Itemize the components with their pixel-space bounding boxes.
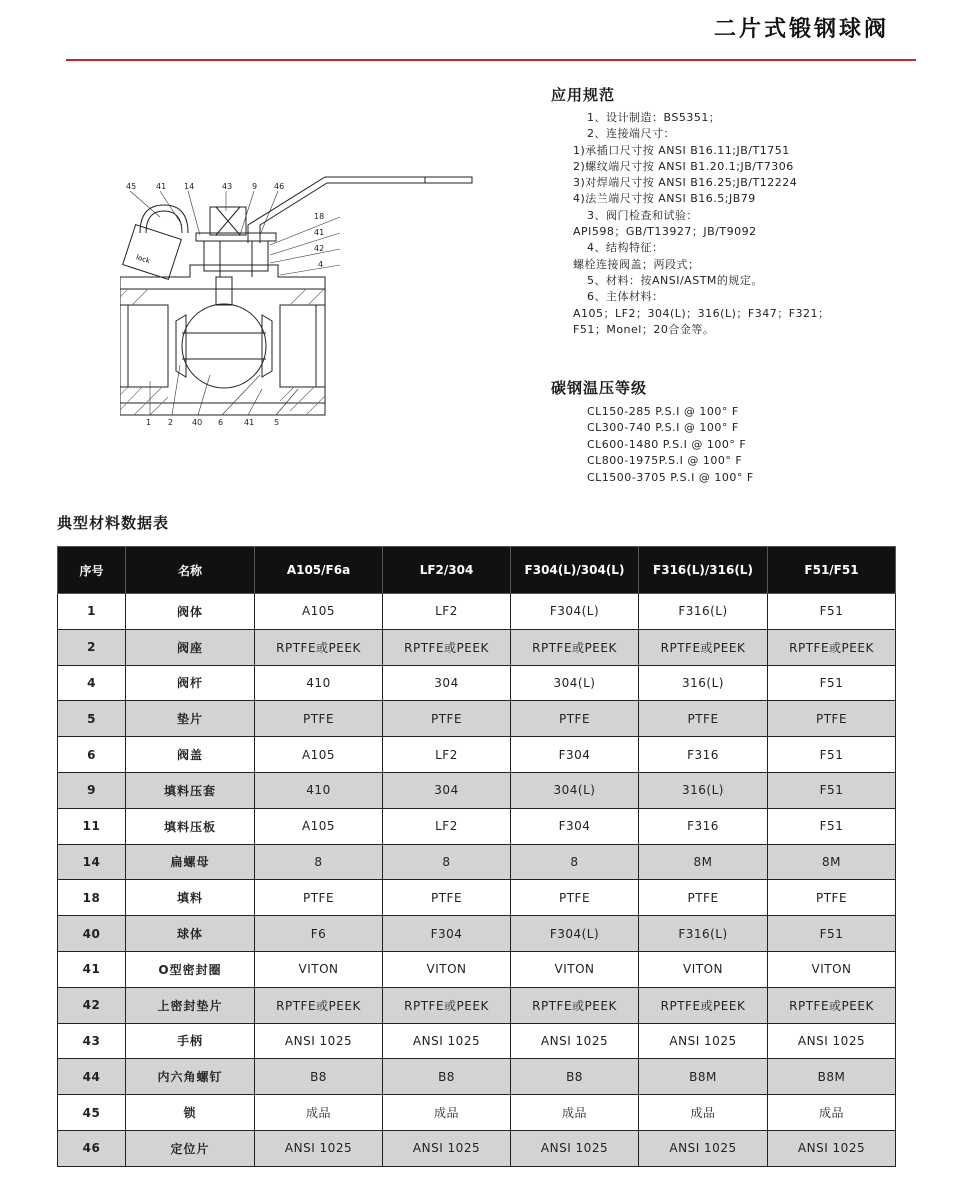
material-cell: VITON bbox=[383, 951, 511, 987]
material-cell: F304 bbox=[383, 916, 511, 952]
material-cell: B8M bbox=[768, 1059, 896, 1095]
material-cell: 8 bbox=[511, 844, 639, 880]
material-cell: 8 bbox=[383, 844, 511, 880]
material-cell: 成品 bbox=[255, 1095, 383, 1131]
callout-5: 5 bbox=[274, 418, 280, 427]
callout-6: 6 bbox=[218, 418, 224, 427]
material-cell: PTFE bbox=[511, 701, 639, 737]
material-table-title: 典型材料数据表 bbox=[57, 514, 170, 532]
table-row bbox=[58, 772, 896, 808]
material-cell: 304(L) bbox=[511, 772, 639, 808]
column-header: LF2/304 bbox=[383, 547, 511, 594]
table-row bbox=[58, 844, 896, 880]
material-cell: 410 bbox=[255, 665, 383, 701]
material-cell: ANSI 1025 bbox=[511, 1130, 639, 1166]
part-name-cell: 手柄 bbox=[126, 1023, 255, 1059]
material-cell: F316 bbox=[639, 808, 768, 844]
material-cell: F316(L) bbox=[639, 916, 768, 952]
spec-line: F51；Monel；20合金等。 bbox=[573, 322, 715, 336]
spec-line: 1、设计制造：BS5351； bbox=[587, 111, 721, 124]
page-title: 二片式锻钢球阀 bbox=[713, 17, 889, 42]
material-cell: 8M bbox=[768, 844, 896, 880]
material-cell: RPTFE或PEEK bbox=[639, 629, 768, 665]
callout-9: 9 bbox=[252, 182, 258, 191]
part-number-cell: 43 bbox=[58, 1023, 126, 1059]
table-row bbox=[58, 737, 896, 773]
pressure-line: CL150-285 P.S.I @ 100° F bbox=[587, 405, 739, 418]
material-cell: RPTFE或PEEK bbox=[511, 629, 639, 665]
material-cell: VITON bbox=[255, 951, 383, 987]
material-cell: VITON bbox=[639, 951, 768, 987]
table-row bbox=[58, 665, 896, 701]
spec-line: 2、连接端尺寸： bbox=[587, 127, 675, 141]
part-name-cell: 阀体 bbox=[126, 594, 255, 630]
part-number-cell: 18 bbox=[58, 880, 126, 916]
material-cell: F316(L) bbox=[639, 594, 768, 630]
material-cell: LF2 bbox=[383, 737, 511, 773]
material-cell: F51 bbox=[768, 665, 896, 701]
material-cell: B8M bbox=[639, 1059, 768, 1095]
material-cell: RPTFE或PEEK bbox=[639, 987, 768, 1023]
callout-46: 46 bbox=[274, 182, 285, 191]
part-name-cell: 锁 bbox=[126, 1095, 255, 1131]
material-cell: 成品 bbox=[383, 1095, 511, 1131]
material-cell: RPTFE或PEEK bbox=[383, 629, 511, 665]
part-name-cell: 扁螺母 bbox=[126, 844, 255, 880]
material-cell: 316(L) bbox=[639, 665, 768, 701]
material-cell: F51 bbox=[768, 594, 896, 630]
column-header: 序号 bbox=[58, 547, 126, 594]
spec-line: 5、材料：按ANSI/ASTM的规定。 bbox=[587, 273, 763, 287]
column-header: F304(L)/304(L) bbox=[511, 547, 639, 594]
callout-4: 4 bbox=[318, 260, 324, 269]
callout-1: 1 bbox=[146, 418, 152, 427]
spec-line: 螺栓连接阀盖；两段式； bbox=[573, 257, 700, 271]
material-cell: 8 bbox=[255, 844, 383, 880]
material-cell: F304 bbox=[511, 808, 639, 844]
spec-line: API598；GB/T13927；JB/T9092 bbox=[573, 225, 757, 239]
part-number-cell: 40 bbox=[58, 916, 126, 952]
material-cell: 304 bbox=[383, 772, 511, 808]
material-cell: RPTFE或PEEK bbox=[511, 987, 639, 1023]
callout-41-top: 41 bbox=[156, 182, 167, 191]
material-cell: PTFE bbox=[255, 880, 383, 916]
table-header-row bbox=[58, 547, 896, 594]
table-row bbox=[58, 987, 896, 1023]
callout-42: 42 bbox=[314, 244, 325, 253]
pressure-line: CL800-1975P.S.I @ 100° F bbox=[587, 454, 743, 468]
material-table bbox=[57, 546, 896, 1167]
spec-line: 2)螺纹端尺寸按 ANSI B1.20.1;JB/T7306 bbox=[573, 159, 794, 173]
part-number-cell: 2 bbox=[58, 629, 126, 665]
material-cell: VITON bbox=[768, 951, 896, 987]
part-name-cell: 阀杆 bbox=[126, 665, 255, 701]
material-cell: LF2 bbox=[383, 594, 511, 630]
spec-line: 3)对焊端尺寸按 ANSI B16.25;JB/T12224 bbox=[573, 176, 798, 190]
material-cell: 成品 bbox=[768, 1095, 896, 1131]
spec-line: 3、阀门检查和试验： bbox=[587, 208, 698, 222]
table-row bbox=[58, 594, 896, 630]
material-cell: F304 bbox=[511, 737, 639, 773]
column-header: F51/F51 bbox=[768, 547, 896, 594]
column-header: F316(L)/316(L) bbox=[639, 547, 768, 594]
material-cell: RPTFE或PEEK bbox=[255, 987, 383, 1023]
table-row bbox=[58, 1130, 896, 1166]
table-row bbox=[58, 1095, 896, 1131]
material-cell: PTFE bbox=[639, 701, 768, 737]
material-cell: ANSI 1025 bbox=[255, 1023, 383, 1059]
material-cell: F6 bbox=[255, 916, 383, 952]
material-cell: RPTFE或PEEK bbox=[768, 629, 896, 665]
table-row bbox=[58, 629, 896, 665]
material-cell: F316 bbox=[639, 737, 768, 773]
material-cell: RPTFE或PEEK bbox=[768, 987, 896, 1023]
material-cell: 8M bbox=[639, 844, 768, 880]
part-name-cell: 阀座 bbox=[126, 629, 255, 665]
pressure-list bbox=[551, 404, 931, 486]
material-cell: F51 bbox=[768, 808, 896, 844]
part-name-cell: 填料 bbox=[126, 880, 255, 916]
part-name-cell: 定位片 bbox=[126, 1130, 255, 1166]
material-cell: PTFE bbox=[639, 880, 768, 916]
callout-14: 14 bbox=[184, 182, 195, 191]
table-row bbox=[58, 951, 896, 987]
part-number-cell: 5 bbox=[58, 701, 126, 737]
part-name-cell: 填料压套 bbox=[126, 772, 255, 808]
material-cell: F304(L) bbox=[511, 916, 639, 952]
table-row bbox=[58, 808, 896, 844]
part-number-cell: 45 bbox=[58, 1095, 126, 1131]
material-cell: 成品 bbox=[639, 1095, 768, 1131]
material-cell: PTFE bbox=[255, 701, 383, 737]
part-number-cell: 9 bbox=[58, 772, 126, 808]
material-cell: 成品 bbox=[511, 1095, 639, 1131]
part-number-cell: 44 bbox=[58, 1059, 126, 1095]
spec-heading: 应用规范 bbox=[551, 86, 616, 104]
part-number-cell: 42 bbox=[58, 987, 126, 1023]
material-cell: 304(L) bbox=[511, 665, 639, 701]
material-cell: PTFE bbox=[383, 880, 511, 916]
part-number-cell: 1 bbox=[58, 594, 126, 630]
material-cell: B8 bbox=[511, 1059, 639, 1095]
material-cell: F51 bbox=[768, 772, 896, 808]
table-row bbox=[58, 701, 896, 737]
table-row bbox=[58, 916, 896, 952]
part-name-cell: 垫片 bbox=[126, 701, 255, 737]
spec-line: 4、结构特征： bbox=[587, 241, 664, 255]
callout-40: 40 bbox=[192, 418, 203, 427]
material-cell: ANSI 1025 bbox=[383, 1130, 511, 1166]
material-cell: F304(L) bbox=[511, 594, 639, 630]
part-name-cell: 阀盖 bbox=[126, 737, 255, 773]
spec-line: 4)法兰端尺寸按 ANSI B16.5;JB79 bbox=[573, 192, 756, 206]
material-cell: ANSI 1025 bbox=[639, 1130, 768, 1166]
part-number-cell: 41 bbox=[58, 951, 126, 987]
material-cell: F51 bbox=[768, 916, 896, 952]
table-row bbox=[58, 1023, 896, 1059]
spec-line: 6、主体材料： bbox=[587, 290, 664, 304]
part-name-cell: 填料压板 bbox=[126, 808, 255, 844]
pressure-line: CL300-740 P.S.I @ 100° F bbox=[587, 421, 739, 435]
callout-45: 45 bbox=[126, 182, 137, 191]
material-cell: LF2 bbox=[383, 808, 511, 844]
material-cell: B8 bbox=[383, 1059, 511, 1095]
material-cell: F51 bbox=[768, 737, 896, 773]
table-row bbox=[58, 1059, 896, 1095]
material-cell: A105 bbox=[255, 737, 383, 773]
callout-43: 43 bbox=[222, 182, 233, 191]
material-cell: 316(L) bbox=[639, 772, 768, 808]
pressure-line: CL600-1480 P.S.I @ 100° F bbox=[587, 437, 747, 451]
column-header: A105/F6a bbox=[255, 547, 383, 594]
pressure-heading: 碳钢温压等级 bbox=[551, 379, 648, 397]
material-cell: ANSI 1025 bbox=[511, 1023, 639, 1059]
material-cell: PTFE bbox=[768, 701, 896, 737]
material-cell: VITON bbox=[511, 951, 639, 987]
material-cell: RPTFE或PEEK bbox=[255, 629, 383, 665]
material-cell: A105 bbox=[255, 594, 383, 630]
callout-41-bottom: 41 bbox=[244, 418, 255, 427]
part-number-cell: 14 bbox=[58, 844, 126, 880]
material-cell: 410 bbox=[255, 772, 383, 808]
material-cell: PTFE bbox=[768, 880, 896, 916]
table-row bbox=[58, 880, 896, 916]
material-cell: A105 bbox=[255, 808, 383, 844]
material-cell: PTFE bbox=[511, 880, 639, 916]
part-number-cell: 11 bbox=[58, 808, 126, 844]
material-cell: ANSI 1025 bbox=[383, 1023, 511, 1059]
material-cell: ANSI 1025 bbox=[768, 1023, 896, 1059]
title-divider bbox=[66, 59, 916, 61]
part-name-cell: 球体 bbox=[126, 916, 255, 952]
application-spec bbox=[551, 84, 931, 338]
material-cell: ANSI 1025 bbox=[639, 1023, 768, 1059]
part-number-cell: 46 bbox=[58, 1130, 126, 1166]
column-header: 名称 bbox=[126, 547, 255, 594]
spec-line: A105；LF2；304(L)；316(L)；F347；F321； bbox=[573, 306, 830, 320]
material-cell: B8 bbox=[255, 1059, 383, 1095]
spec-line: 1)承插口尺寸按 ANSI B16.11;JB/T1751 bbox=[573, 143, 790, 157]
material-cell: RPTFE或PEEK bbox=[383, 987, 511, 1023]
part-name-cell: O型密封圈 bbox=[126, 951, 255, 987]
part-number-cell: 4 bbox=[58, 665, 126, 701]
material-cell: ANSI 1025 bbox=[768, 1130, 896, 1166]
valve-cross-section-diagram bbox=[120, 165, 480, 430]
part-number-cell: 6 bbox=[58, 737, 126, 773]
lock-label: lock bbox=[135, 253, 151, 266]
callout-2: 2 bbox=[168, 418, 174, 427]
material-cell: PTFE bbox=[383, 701, 511, 737]
spec-list bbox=[551, 110, 931, 338]
part-name-cell: 上密封垫片 bbox=[126, 987, 255, 1023]
material-cell: 304 bbox=[383, 665, 511, 701]
part-name-cell: 内六角螺钉 bbox=[126, 1059, 255, 1095]
callout-41-right: 41 bbox=[314, 228, 325, 237]
callout-18: 18 bbox=[314, 212, 325, 221]
material-cell: ANSI 1025 bbox=[255, 1130, 383, 1166]
pressure-rating bbox=[551, 377, 931, 486]
pressure-line: CL1500-3705 P.S.I @ 100° F bbox=[587, 470, 754, 484]
